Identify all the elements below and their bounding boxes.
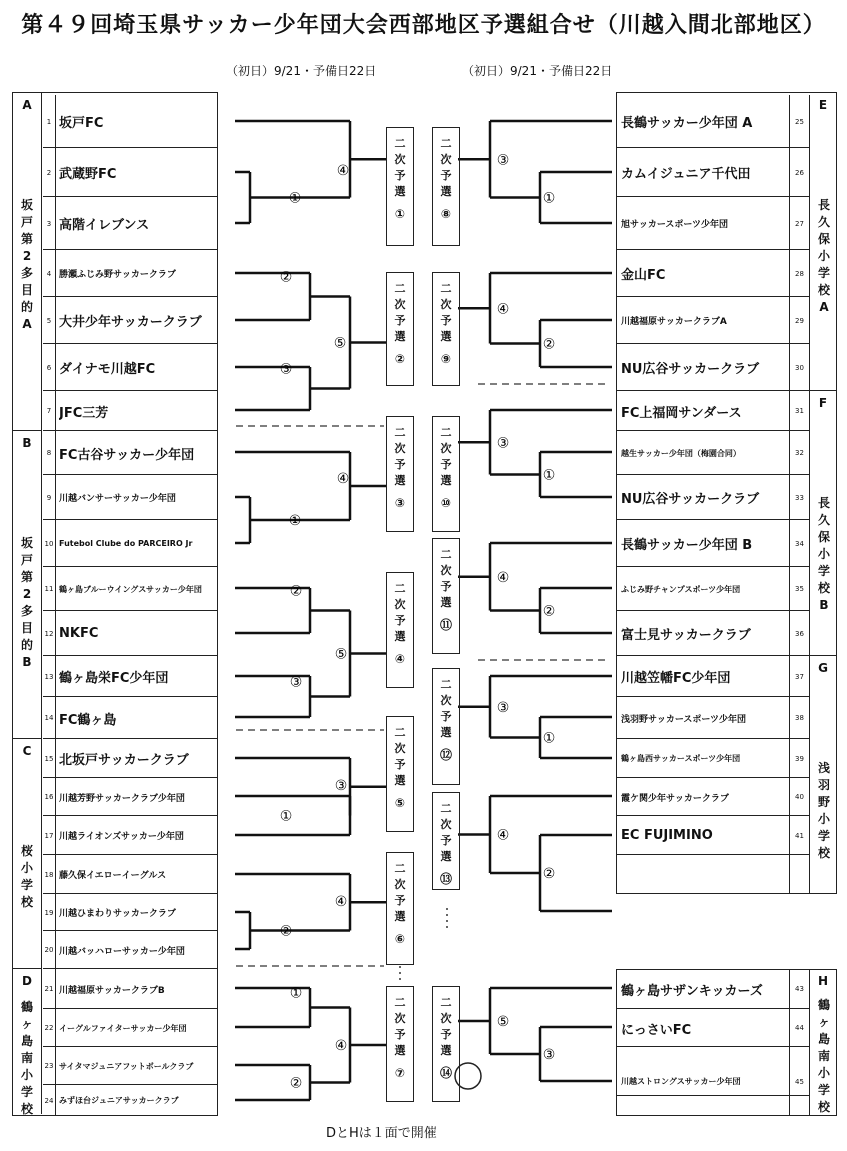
second-round-box: 二 次 予 選 ⑤ bbox=[386, 716, 414, 832]
team-number: 2 bbox=[43, 148, 56, 197]
match-number: ⑤ bbox=[333, 335, 347, 352]
team-number: 29 bbox=[789, 297, 810, 344]
second-round-box: 二 次 予 選 ① bbox=[386, 127, 414, 246]
match-number: ③ bbox=[496, 152, 510, 169]
match-number: ③ bbox=[279, 361, 293, 378]
team-name: NU広谷サッカークラブ bbox=[621, 362, 760, 377]
match-number: ④ bbox=[336, 471, 350, 487]
team-number: 5 bbox=[43, 297, 56, 344]
group-letter: G bbox=[818, 661, 828, 675]
team-name: みずほ台ジュニアサッカークラブ bbox=[59, 1096, 179, 1105]
team-name: 北坂戸サッカークラブ bbox=[59, 753, 189, 768]
group-letter: B bbox=[22, 436, 32, 450]
group-venue: 坂 戸 第 2 多 目 的 A bbox=[20, 198, 33, 331]
team-number: 31 bbox=[789, 391, 810, 431]
match-number: ① bbox=[288, 190, 302, 207]
group-venue: 長 久 保 小 学 校 A bbox=[817, 198, 830, 314]
match-number: ④ bbox=[334, 1038, 348, 1054]
team-name: 大井少年サッカークラブ bbox=[59, 315, 202, 330]
match-number: ② bbox=[289, 583, 303, 600]
match-number: ② bbox=[542, 336, 556, 353]
second-round-number: ⑬ bbox=[439, 872, 452, 886]
match-number: ④ bbox=[496, 827, 510, 844]
team-name: FC鶴ヶ島 bbox=[59, 712, 117, 728]
team-name: 鶴ヶ島西サッカースポーツ少年団 bbox=[621, 754, 741, 763]
match-number: ③ bbox=[496, 699, 510, 716]
group-venue: 桜 小 学 校 bbox=[20, 844, 33, 909]
match-number: ② bbox=[279, 269, 293, 286]
team-number: 14 bbox=[43, 697, 56, 739]
team-number: 12 bbox=[43, 611, 56, 656]
second-round-number: ⑪ bbox=[439, 618, 452, 632]
team-name: ふじみ野チャンプスポーツ少年団 bbox=[621, 584, 741, 594]
team-number: 18 bbox=[43, 855, 56, 894]
second-round-box: 二 次 予 選 ⑦ bbox=[386, 986, 414, 1102]
match-number: ② bbox=[542, 603, 556, 620]
match-number: ⑤ bbox=[496, 1014, 510, 1030]
second-round-box: 二 次 予 選 ⑫ bbox=[432, 668, 460, 785]
second-round-box: 二 次 予 選 ⑧ bbox=[432, 127, 460, 246]
team-name: ダイナモ川越FC bbox=[59, 362, 156, 377]
team-number: 38 bbox=[789, 697, 810, 739]
match-number: ① bbox=[542, 467, 556, 484]
team-name: 鶴ヶ島サザンキッカーズ bbox=[621, 983, 763, 999]
second-round-box: 二 次 予 選 ④ bbox=[386, 572, 414, 688]
match-number: ① bbox=[542, 730, 556, 747]
team-number: 10 bbox=[43, 520, 56, 567]
footer-note: DとHは１面で開催 bbox=[326, 1126, 437, 1141]
team-name: 勝瀬ふじみ野サッカークラブ bbox=[59, 270, 176, 280]
team-number: 43 bbox=[789, 969, 810, 1009]
team-number: 19 bbox=[43, 894, 56, 931]
schedule-left: （初日）9/21・予備日22日 bbox=[226, 64, 377, 78]
team-number: 40 bbox=[789, 778, 810, 816]
match-number: ③ bbox=[334, 778, 348, 794]
match-number: ① bbox=[279, 808, 293, 825]
match-number: ② bbox=[289, 1075, 303, 1092]
match-number: ③ bbox=[542, 1047, 556, 1063]
team-name: EC FUJIMINO bbox=[621, 828, 713, 843]
team-name: 川越福原サッカークラブB bbox=[59, 985, 165, 996]
second-round-number: ② bbox=[394, 352, 406, 366]
team-name: 川越笠幡FC少年団 bbox=[621, 671, 731, 686]
match-number: ④ bbox=[334, 894, 348, 910]
team-name: FC上福岡サンダース bbox=[621, 405, 742, 421]
team-number: 21 bbox=[43, 969, 56, 1009]
match-number: ② bbox=[279, 923, 293, 940]
team-number: 1 bbox=[43, 95, 56, 148]
schedule-right: （初日）9/21・予備日22日 bbox=[462, 64, 613, 78]
second-round-number: ⑧ bbox=[440, 207, 452, 221]
team-number: 23 bbox=[43, 1047, 56, 1085]
team-name: 川越ひまわりサッカークラブ bbox=[59, 909, 176, 919]
team-number: 25 bbox=[789, 95, 810, 148]
team-number: 7 bbox=[43, 391, 56, 431]
page-title: 第４９回埼玉県サッカー少年団大会西部地区予選組合せ（川越入間北部地区） bbox=[21, 13, 826, 38]
team-number: 41 bbox=[789, 816, 810, 855]
match-number: ③ bbox=[496, 435, 510, 452]
second-round-number: ⑭ bbox=[439, 1066, 452, 1080]
team-number: 39 bbox=[789, 739, 810, 778]
team-number: 24 bbox=[43, 1085, 56, 1116]
team-name: 金山FC bbox=[621, 268, 666, 283]
team-name: 長鶴サッカー少年団 B bbox=[621, 538, 753, 553]
team-name: 坂戸FC bbox=[59, 116, 104, 131]
team-name: イーグルファイターサッカー少年団 bbox=[59, 1023, 187, 1033]
team-name: サイタマジュニアフットボールクラブ bbox=[59, 1061, 194, 1071]
team-name: 霞ケ関少年サッカークラブ bbox=[621, 793, 729, 804]
team-number: 20 bbox=[43, 931, 56, 969]
group-letter: D bbox=[22, 974, 32, 988]
group-letter: A bbox=[22, 98, 32, 112]
second-round-number: ⑦ bbox=[394, 1066, 406, 1080]
team-number: 11 bbox=[43, 567, 56, 611]
team-number: 13 bbox=[43, 656, 56, 697]
team-number: 28 bbox=[789, 250, 810, 297]
match-number: ① bbox=[289, 985, 303, 1002]
team-name: NKFC bbox=[59, 626, 99, 641]
team-name: 川越芳野サッカークラブ少年団 bbox=[59, 793, 185, 804]
team-name: 藤久保イエローイーグルス bbox=[59, 871, 167, 881]
team-number: 17 bbox=[43, 816, 56, 855]
match-number: ④ bbox=[496, 569, 510, 586]
second-round-number: ④ bbox=[394, 652, 406, 666]
group-venue: 坂 戸 第 2 多 目 的 B bbox=[20, 536, 33, 669]
team-number: 9 bbox=[43, 475, 56, 520]
group-letter: H bbox=[817, 974, 829, 988]
team-number: 37 bbox=[789, 656, 810, 697]
match-number: ① bbox=[288, 513, 302, 529]
team-number: 6 bbox=[43, 344, 56, 391]
group-venue: 鶴 ヶ 島 南 小 学 校 bbox=[20, 1000, 33, 1116]
match-number: ④ bbox=[336, 163, 350, 179]
team-name: 川越ライオンズサッカー少年団 bbox=[59, 832, 184, 842]
second-round-number: ⑩ bbox=[440, 496, 452, 510]
team-name: 浅羽野サッカースポーツ少年団 bbox=[621, 714, 747, 725]
team-name: Futebol Clube do PARCEIRO Jr bbox=[59, 539, 193, 548]
team-number: 26 bbox=[789, 148, 810, 197]
team-name: 鶴ヶ島栄FC少年団 bbox=[59, 671, 169, 686]
group-letter: C bbox=[22, 744, 32, 758]
second-round-box: 二 次 予 選 ⑭ bbox=[432, 986, 460, 1102]
match-number: ② bbox=[542, 866, 556, 882]
team-name: 川越バッハローサッカー少年団 bbox=[59, 946, 185, 957]
team-name: 長鶴サッカー少年団 A bbox=[621, 116, 753, 131]
group-venue: 鶴 ヶ 島 南 小 学 校 bbox=[817, 998, 830, 1114]
team-name: 旭サッカースポーツ少年団 bbox=[621, 220, 729, 230]
team-name: 川越バンサーサッカー少年団 bbox=[59, 494, 176, 504]
second-round-number: ⑫ bbox=[439, 748, 452, 762]
group-venue: 浅 羽 野 小 学 校 bbox=[817, 761, 830, 860]
second-round-number: ⑥ bbox=[394, 932, 406, 946]
group-letter: E bbox=[818, 98, 828, 112]
match-number: ① bbox=[542, 190, 556, 207]
team-name: 鶴ヶ島ブルーウイングスサッカー少年団 bbox=[59, 584, 202, 594]
match-number: ⑤ bbox=[334, 646, 348, 663]
team-number: 8 bbox=[43, 431, 56, 475]
team-number: 22 bbox=[43, 1009, 56, 1047]
team-number: 4 bbox=[43, 250, 56, 297]
team-name: 越生サッカー少年団（梅園合同） bbox=[621, 448, 741, 458]
group-letter: F bbox=[818, 396, 828, 410]
group-venue: 長 久 保 小 学 校 B bbox=[817, 496, 830, 612]
team-number: 35 bbox=[789, 567, 810, 611]
team-number: 44 bbox=[789, 1009, 810, 1047]
team-name: 武蔵野FC bbox=[59, 167, 117, 182]
team-number: 45 bbox=[789, 1047, 810, 1116]
second-round-box: 二 次 予 選 ② bbox=[386, 272, 414, 386]
team-number: 27 bbox=[789, 197, 810, 250]
match-number: ④ bbox=[496, 301, 510, 318]
team-name: 高階イレブンス bbox=[59, 218, 150, 233]
second-round-box: 二 次 予 選 ⑬ bbox=[432, 792, 460, 890]
second-round-number: ① bbox=[394, 207, 406, 221]
team-name: 川越ストロングスサッカー少年団 bbox=[621, 1077, 741, 1086]
team-number: 36 bbox=[789, 611, 810, 656]
second-round-box: 二 次 予 選 ⑥ bbox=[386, 852, 414, 965]
team-number: 3 bbox=[43, 197, 56, 250]
team-name: JFC三芳 bbox=[59, 405, 109, 421]
team-number: 15 bbox=[43, 739, 56, 778]
team-name: 川越福原サッカークラブA bbox=[621, 317, 727, 327]
second-round-number: ③ bbox=[394, 496, 406, 510]
second-round-box: 二 次 予 選 ③ bbox=[386, 416, 414, 532]
team-name: NU広谷サッカークラブ bbox=[621, 492, 760, 507]
team-number: 16 bbox=[43, 778, 56, 816]
team-name: にっさいFC bbox=[621, 1022, 692, 1038]
match-number: ③ bbox=[289, 674, 303, 691]
team-name: カムイジュニア千代田 bbox=[621, 167, 751, 182]
team-number: 33 bbox=[789, 475, 810, 520]
team-number: 34 bbox=[789, 520, 810, 567]
second-round-number: ⑨ bbox=[440, 352, 452, 366]
second-round-number: ⑤ bbox=[394, 796, 406, 810]
team-name: FC古谷サッカー少年団 bbox=[59, 447, 195, 463]
second-round-box: 二 次 予 選 ⑪ bbox=[432, 538, 460, 654]
team-number: 30 bbox=[789, 344, 810, 391]
second-round-box: 二 次 予 選 ⑩ bbox=[432, 416, 460, 532]
second-round-box: 二 次 予 選 ⑨ bbox=[432, 272, 460, 386]
team-name: 富士見サッカークラブ bbox=[621, 628, 751, 643]
team-number: 32 bbox=[789, 431, 810, 475]
